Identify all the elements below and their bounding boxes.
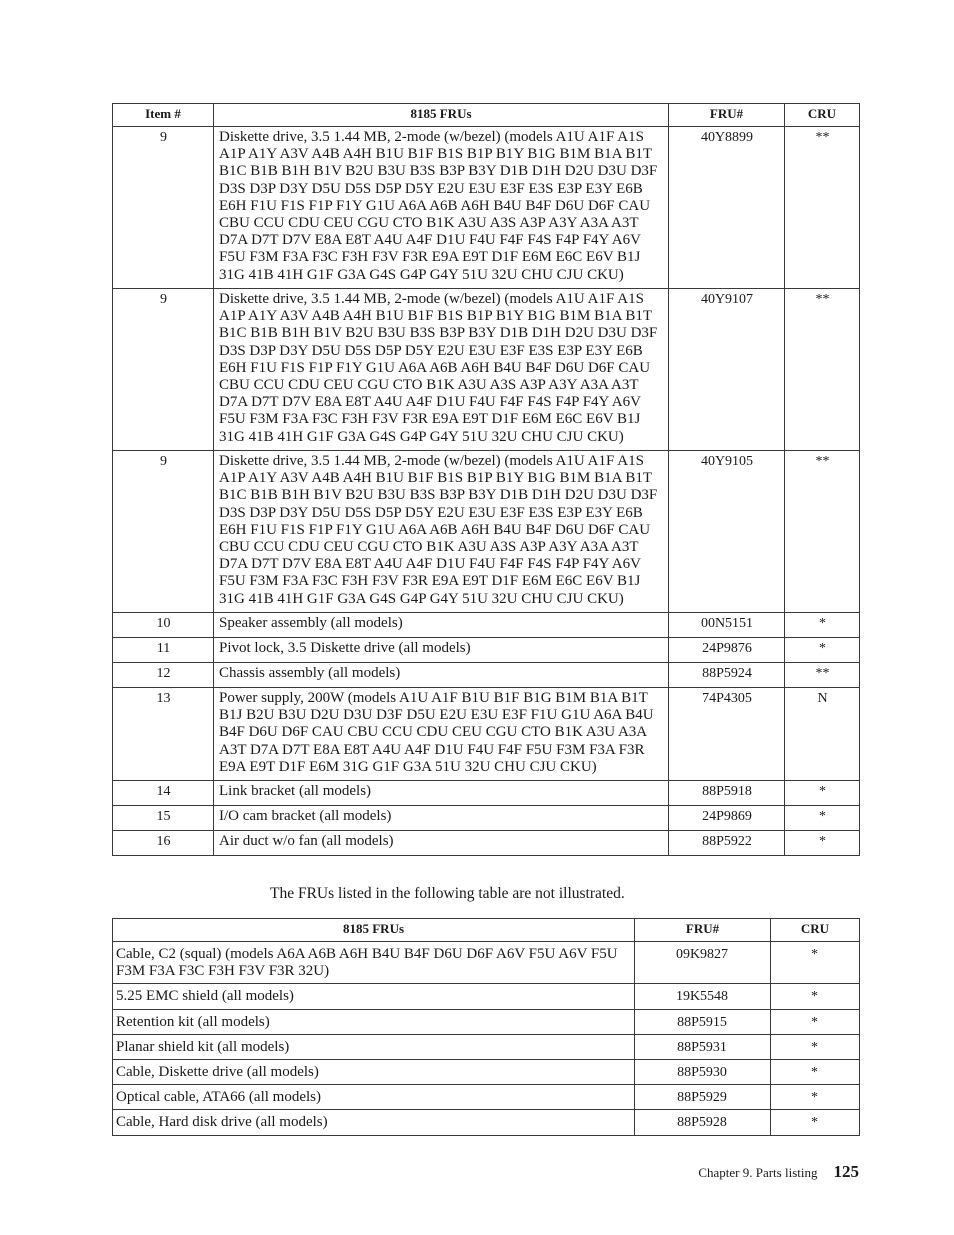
fru-number-cell: 88P5924	[669, 663, 785, 688]
table-row	[113, 638, 860, 663]
cru-cell: *	[771, 1060, 860, 1085]
intro-paragraph: The FRUs listed in the following table are not illustrated.	[270, 885, 625, 902]
table-row	[113, 1110, 860, 1135]
table-row	[113, 1060, 860, 1085]
cru-cell: *	[771, 942, 860, 984]
chapter-title: Chapter 9. Parts listing	[698, 1165, 818, 1180]
table-header-row	[113, 104, 860, 127]
cru-cell: *	[785, 638, 860, 663]
item-number-cell: 9	[113, 451, 214, 613]
fru-description-cell: Chassis assembly (all models)	[214, 663, 669, 688]
page-footer	[698, 1162, 859, 1182]
fru-number-column-header: FRU#	[635, 919, 771, 942]
fru-table-not-illustrated	[112, 918, 860, 1136]
item-number-cell: 9	[113, 289, 214, 451]
fru-description-cell: I/O cam bracket (all models)	[214, 806, 669, 831]
fru-description-cell: Power supply, 200W (models A1U A1F B1U B1F B1G B1M B1A B1T B1J B2U B3U D2U D3U D3F D5U E2U E3U E3F F1U G1U A6A B4U B4F D6U D6F CAU CBU CCU CDU CEU CGU CTO B1K A3U A3A A3T D7A D7T E8A E8T A4U A4F D1U F4U F4F F5U F3M F3A F3R E9A E9T D1F E6M 31G G1F G3A 51U 32U CHU CJU CKU)	[214, 688, 669, 781]
table-row	[113, 781, 860, 806]
fru-number-cell: 88P5915	[635, 1009, 771, 1034]
fru-description-cell: Cable, Hard disk drive (all models)	[113, 1110, 635, 1135]
cru-cell: **	[785, 451, 860, 613]
cru-cell: **	[785, 127, 860, 289]
item-number-cell: 10	[113, 613, 214, 638]
fru-number-cell: 40Y9107	[669, 289, 785, 451]
fru-number-cell: 24P9869	[669, 806, 785, 831]
item-number-cell: 11	[113, 638, 214, 663]
table-row	[113, 984, 860, 1009]
fru-description-cell: Diskette drive, 3.5 1.44 MB, 2-mode (w/bezel) (models A1U A1F A1S A1P A1Y A3V A4B A4H B1U B1F B1S B1P B1Y B1G B1M B1A B1T B1C B1B B1H B1V B2U B3U B3S B3P B3Y D1B D1H D2U D3U D3F D3S D3P D3Y D5U D5S D5P D5Y E2U E3U E3F E3S E3P E3Y E6B E6H F1U F1S F1P F1Y G1U A6A A6B A6H B4U B4F D6U D6F CAU CBU CCU CDU CEU CGU CTO B1K A3U A3S A3P A3Y A3A A3T D7A D7T D7V E8A E8T A4U A4F D1U F4U F4F F4S F4P F4Y A6V F5U F3M F3A F3C F3H F3V F3R E9A E9T D1F E6M E6C E6V B1J 31G 41B 41H G1F G3A G4S G4P G4Y 51U 32U CHU CJU CKU)	[214, 451, 669, 613]
table-row	[113, 942, 860, 984]
fru-description-cell: Diskette drive, 3.5 1.44 MB, 2-mode (w/bezel) (models A1U A1F A1S A1P A1Y A3V A4B A4H B1U B1F B1S B1P B1Y B1G B1M B1A B1T B1C B1B B1H B1V B2U B3U B3S B3P B3Y D1B D1H D2U D3U D3F D3S D3P D3Y D5U D5S D5P D5Y E2U E3U E3F E3S E3P E3Y E6B E6H F1U F1S F1P F1Y G1U A6A A6B A6H B4U B4F D6U D6F CAU CBU CCU CDU CEU CGU CTO B1K A3U A3S A3P A3Y A3A A3T D7A D7T D7V E8A E8T A4U A4F D1U F4U F4F F4S F4P F4Y A6V F5U F3M F3A F3C F3H F3V F3R E9A E9T D1F E6M E6C E6V B1J 31G 41B 41H G1F G3A G4S G4P G4Y 51U 32U CHU CJU CKU)	[214, 127, 669, 289]
fru-number-cell: 88P5918	[669, 781, 785, 806]
fru-number-cell: 88P5930	[635, 1060, 771, 1085]
table-row	[113, 1085, 860, 1110]
item-number-cell: 12	[113, 663, 214, 688]
fru-number-cell: 40Y8899	[669, 127, 785, 289]
table-row	[113, 1034, 860, 1059]
fru-number-cell: 00N5151	[669, 613, 785, 638]
fru-description-cell: Retention kit (all models)	[113, 1009, 635, 1034]
fru-description-cell: Cable, Diskette drive (all models)	[113, 1060, 635, 1085]
page-number: 125	[833, 1162, 859, 1181]
cru-cell: *	[785, 831, 860, 856]
table-row	[113, 688, 860, 781]
cru-cell: **	[785, 663, 860, 688]
cru-cell: *	[771, 1034, 860, 1059]
table-row	[113, 663, 860, 688]
fru-description-cell: Link bracket (all models)	[214, 781, 669, 806]
fru-number-cell: 24P9876	[669, 638, 785, 663]
fru-description-column-header: 8185 FRUs	[214, 104, 669, 127]
cru-cell: *	[771, 1085, 860, 1110]
fru-description-cell: Optical cable, ATA66 (all models)	[113, 1085, 635, 1110]
fru-description-column-header: 8185 FRUs	[113, 919, 635, 942]
fru-number-cell: 88P5922	[669, 831, 785, 856]
item-number-cell: 13	[113, 688, 214, 781]
fru-table-illustrated	[112, 103, 860, 856]
fru-description-cell: Cable, C2 (squal) (models A6A A6B A6H B4U B4F D6U D6F A6V F5U A6V F5U F3M F3A F3C F3H F3V F3R 32U)	[113, 942, 635, 984]
fru-number-cell: 74P4305	[669, 688, 785, 781]
table-row	[113, 806, 860, 831]
table-row	[113, 1009, 860, 1034]
fru-number-cell: 09K9827	[635, 942, 771, 984]
cru-cell: *	[771, 984, 860, 1009]
cru-cell: **	[785, 289, 860, 451]
cru-cell: *	[785, 613, 860, 638]
cru-cell: N	[785, 688, 860, 781]
item-number-cell: 16	[113, 831, 214, 856]
item-number-cell: 9	[113, 127, 214, 289]
fru-number-column-header: FRU#	[669, 104, 785, 127]
cru-column-header: CRU	[785, 104, 860, 127]
cru-column-header: CRU	[771, 919, 860, 942]
fru-description-cell: Speaker assembly (all models)	[214, 613, 669, 638]
fru-description-cell: Planar shield kit (all models)	[113, 1034, 635, 1059]
cru-cell: *	[771, 1110, 860, 1135]
item-number-cell: 15	[113, 806, 214, 831]
table-row	[113, 451, 860, 613]
fru-number-cell: 19K5548	[635, 984, 771, 1009]
table-row	[113, 289, 860, 451]
fru-description-cell: Diskette drive, 3.5 1.44 MB, 2-mode (w/bezel) (models A1U A1F A1S A1P A1Y A3V A4B A4H B1U B1F B1S B1P B1Y B1G B1M B1A B1T B1C B1B B1H B1V B2U B3U B3S B3P B3Y D1B D1H D2U D3U D3F D3S D3P D3Y D5U D5S D5P D5Y E2U E3U E3F E3S E3P E3Y E6B E6H F1U F1S F1P F1Y G1U A6A A6B A6H B4U B4F D6U D6F CAU CBU CCU CDU CEU CGU CTO B1K A3U A3S A3P A3Y A3A A3T D7A D7T D7V E8A E8T A4U A4F D1U F4U F4F F4S F4P F4Y A6V F5U F3M F3A F3C F3H F3V F3R E9A E9T D1F E6M E6C E6V B1J 31G 41B 41H G1F G3A G4S G4P G4Y 51U 32U CHU CJU CKU)	[214, 289, 669, 451]
fru-description-cell: Air duct w/o fan (all models)	[214, 831, 669, 856]
fru-number-cell: 88P5929	[635, 1085, 771, 1110]
item-column-header: Item #	[113, 104, 214, 127]
fru-description-cell: 5.25 EMC shield (all models)	[113, 984, 635, 1009]
fru-number-cell: 88P5931	[635, 1034, 771, 1059]
item-number-cell: 14	[113, 781, 214, 806]
cru-cell: *	[785, 806, 860, 831]
fru-number-cell: 88P5928	[635, 1110, 771, 1135]
table-row	[113, 831, 860, 856]
fru-description-cell: Pivot lock, 3.5 Diskette drive (all models)	[214, 638, 669, 663]
cru-cell: *	[785, 781, 860, 806]
table-row	[113, 127, 860, 289]
fru-number-cell: 40Y9105	[669, 451, 785, 613]
table-row	[113, 613, 860, 638]
table-header-row	[113, 919, 860, 942]
cru-cell: *	[771, 1009, 860, 1034]
